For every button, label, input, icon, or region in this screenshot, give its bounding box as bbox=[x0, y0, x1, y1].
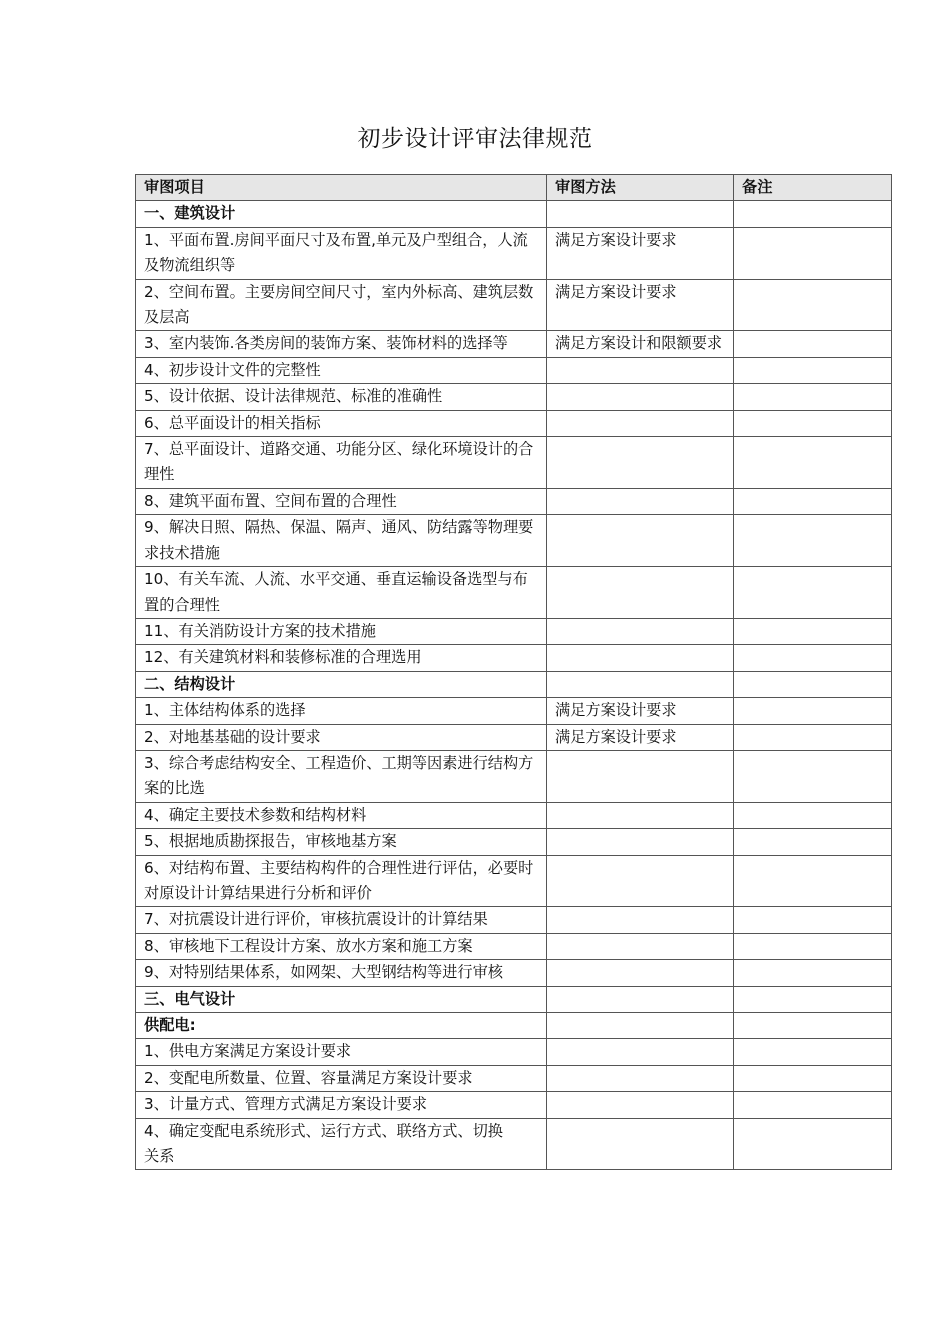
row-method: 满足方案设计要求 bbox=[547, 227, 734, 279]
table-row bbox=[136, 618, 892, 644]
row-method bbox=[547, 671, 734, 697]
table-row bbox=[136, 829, 892, 855]
row-method: 满足方案设计要求 bbox=[547, 279, 734, 331]
row-item: 5、设计依据、设计法律规范、标准的准确性 bbox=[136, 384, 547, 410]
row-note bbox=[734, 410, 892, 436]
row-item: 5、根据地质勘探报告，审核地基方案 bbox=[136, 829, 547, 855]
row-item: 2、变配电所数量、位置、容量满足方案设计要求 bbox=[136, 1065, 547, 1091]
row-method bbox=[547, 384, 734, 410]
row-method bbox=[547, 1092, 734, 1118]
table-row bbox=[136, 1065, 892, 1091]
row-note bbox=[734, 907, 892, 933]
row-item: 1、主体结构体系的选择 bbox=[136, 698, 547, 724]
row-method bbox=[547, 1118, 734, 1170]
table-row bbox=[136, 750, 892, 802]
row-note bbox=[734, 671, 892, 697]
row-note bbox=[734, 1065, 892, 1091]
row-item: 3、综合考虑结构安全、工程造价、工期等因素进行结构方案的比选 bbox=[136, 750, 547, 802]
row-method bbox=[547, 437, 734, 489]
row-method bbox=[547, 855, 734, 907]
review-table-body bbox=[136, 175, 892, 1170]
row-item: 4、确定主要技术参数和结构材料 bbox=[136, 802, 547, 828]
row-note bbox=[734, 1013, 892, 1039]
row-item: 7、总平面设计、道路交通、功能分区、绿化环境设计的合理性 bbox=[136, 437, 547, 489]
row-note bbox=[734, 437, 892, 489]
row-method bbox=[547, 1039, 734, 1065]
row-note bbox=[734, 1092, 892, 1118]
header-note: 备注 bbox=[734, 175, 892, 201]
row-item: 8、建筑平面布置、空间布置的合理性 bbox=[136, 488, 547, 514]
row-item: 三、电气设计 bbox=[136, 986, 547, 1012]
row-item: 2、空间布置。主要房间空间尺寸，室内外标高、建筑层数及层高 bbox=[136, 279, 547, 331]
table-row bbox=[136, 960, 892, 986]
row-item: 1、供电方案满足方案设计要求 bbox=[136, 1039, 547, 1065]
row-method bbox=[547, 1065, 734, 1091]
row-note bbox=[734, 855, 892, 907]
row-method bbox=[547, 829, 734, 855]
table-row bbox=[136, 855, 892, 907]
row-item: 6、总平面设计的相关指标 bbox=[136, 410, 547, 436]
row-note bbox=[734, 357, 892, 383]
row-note bbox=[734, 1039, 892, 1065]
section-row bbox=[136, 1013, 892, 1039]
row-item: 8、审核地下工程设计方案、放水方案和施工方案 bbox=[136, 933, 547, 959]
table-row bbox=[136, 410, 892, 436]
row-method bbox=[547, 201, 734, 227]
review-table bbox=[135, 174, 892, 1170]
row-method bbox=[547, 986, 734, 1012]
row-method: 满足方案设计要求 bbox=[547, 724, 734, 750]
row-note bbox=[734, 331, 892, 357]
header-method: 审图方法 bbox=[547, 175, 734, 201]
row-method: 满足方案设计要求 bbox=[547, 698, 734, 724]
table-row bbox=[136, 1118, 892, 1170]
row-note bbox=[734, 279, 892, 331]
table-row bbox=[136, 515, 892, 567]
row-method bbox=[547, 1013, 734, 1039]
row-item: 供配电: bbox=[136, 1013, 547, 1039]
row-method bbox=[547, 907, 734, 933]
row-note bbox=[734, 802, 892, 828]
row-item: 二、结构设计 bbox=[136, 671, 547, 697]
row-method bbox=[547, 645, 734, 671]
row-note bbox=[734, 645, 892, 671]
row-item: 12、有关建筑材料和装修标准的合理选用 bbox=[136, 645, 547, 671]
table-row bbox=[136, 645, 892, 671]
row-note bbox=[734, 227, 892, 279]
row-note bbox=[734, 724, 892, 750]
row-item: 3、计量方式、管理方式满足方案设计要求 bbox=[136, 1092, 547, 1118]
row-note bbox=[734, 933, 892, 959]
table-row bbox=[136, 1039, 892, 1065]
table-row bbox=[136, 933, 892, 959]
row-method bbox=[547, 933, 734, 959]
row-item: 2、对地基基础的设计要求 bbox=[136, 724, 547, 750]
row-item: 3、室内装饰.各类房间的装饰方案、装饰材料的选择等 bbox=[136, 331, 547, 357]
row-method bbox=[547, 357, 734, 383]
row-method bbox=[547, 488, 734, 514]
row-note bbox=[734, 384, 892, 410]
section-row bbox=[136, 986, 892, 1012]
row-method bbox=[547, 515, 734, 567]
row-item: 4、确定变配电系统形式、运行方式、联络方式、切换 关系 bbox=[136, 1118, 547, 1170]
row-method bbox=[547, 750, 734, 802]
table-row bbox=[136, 227, 892, 279]
table-row bbox=[136, 279, 892, 331]
row-item: 9、解决日照、隔热、保温、隔声、通风、防结露等物理要求技术措施 bbox=[136, 515, 547, 567]
row-note bbox=[734, 488, 892, 514]
table-row bbox=[136, 384, 892, 410]
table-header-row bbox=[136, 175, 892, 201]
header-item: 审图项目 bbox=[136, 175, 547, 201]
row-item: 9、对特别结果体系，如网架、大型钢结构等进行审核 bbox=[136, 960, 547, 986]
row-item: 一、建筑设计 bbox=[136, 201, 547, 227]
row-method bbox=[547, 410, 734, 436]
row-note bbox=[734, 960, 892, 986]
table-row bbox=[136, 802, 892, 828]
row-item: 1、平面布置.房间平面尺寸及布置,单元及户型组合，人流及物流组织等 bbox=[136, 227, 547, 279]
row-item: 10、有关车流、人流、水平交通、垂直运输设备选型与布置的合理性 bbox=[136, 567, 547, 619]
row-item: 7、对抗震设计进行评价，审核抗震设计的计算结果 bbox=[136, 907, 547, 933]
row-note bbox=[734, 1118, 892, 1170]
table-row bbox=[136, 437, 892, 489]
row-item: 4、初步设计文件的完整性 bbox=[136, 357, 547, 383]
row-note bbox=[734, 515, 892, 567]
table-row bbox=[136, 488, 892, 514]
table-row bbox=[136, 724, 892, 750]
row-method bbox=[547, 802, 734, 828]
row-note bbox=[734, 829, 892, 855]
table-row bbox=[136, 357, 892, 383]
section-row bbox=[136, 671, 892, 697]
table-row bbox=[136, 567, 892, 619]
section-row bbox=[136, 201, 892, 227]
table-row bbox=[136, 698, 892, 724]
row-note bbox=[734, 750, 892, 802]
row-note bbox=[734, 201, 892, 227]
row-item: 11、有关消防设计方案的技术措施 bbox=[136, 618, 547, 644]
row-note bbox=[734, 698, 892, 724]
table-row bbox=[136, 1092, 892, 1118]
row-note bbox=[734, 986, 892, 1012]
row-item: 6、对结构布置、主要结构构件的合理性进行评估，必要时对原设计计算结果进行分析和评价 bbox=[136, 855, 547, 907]
row-method bbox=[547, 960, 734, 986]
row-method bbox=[547, 567, 734, 619]
row-method: 满足方案设计和限额要求 bbox=[547, 331, 734, 357]
table-row bbox=[136, 907, 892, 933]
row-note bbox=[734, 567, 892, 619]
row-note bbox=[734, 618, 892, 644]
row-method bbox=[547, 618, 734, 644]
page-title: 初步设计评审法律规范 bbox=[357, 126, 593, 152]
table-row bbox=[136, 331, 892, 357]
